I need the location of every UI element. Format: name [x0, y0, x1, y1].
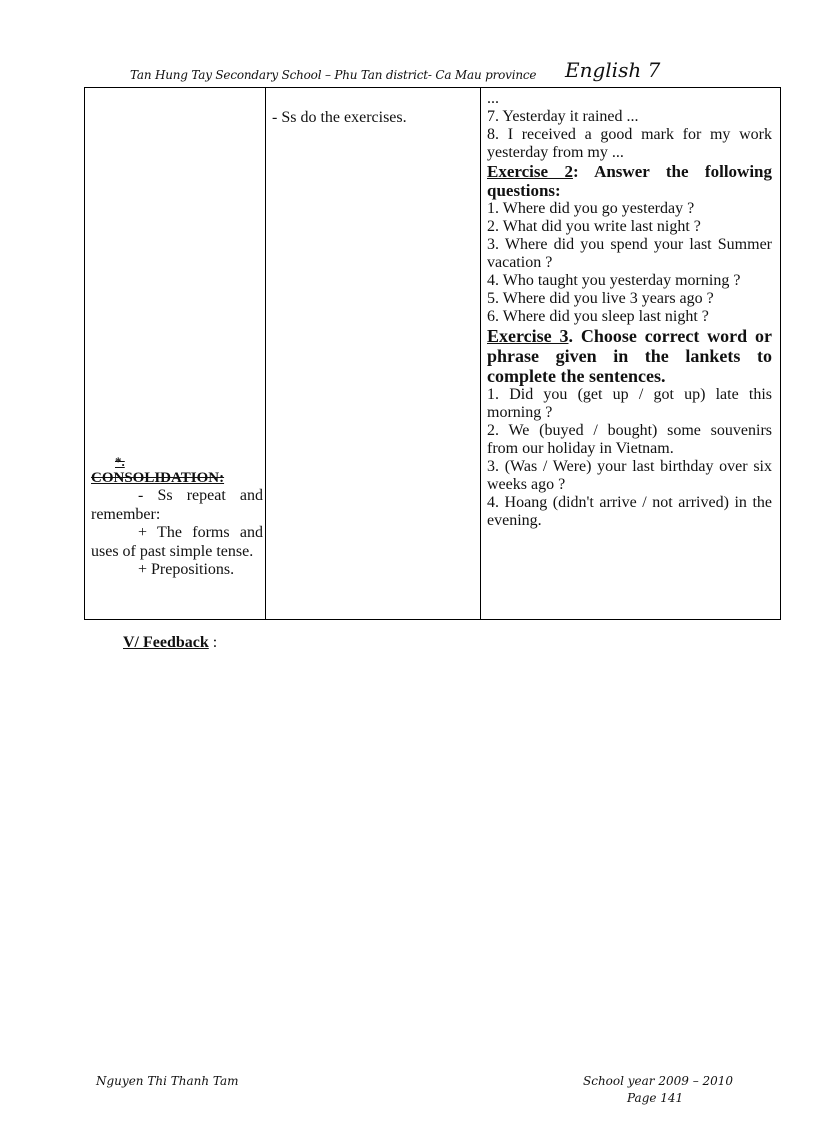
consolidation-line: + Prepositions. — [138, 561, 235, 578]
exercise-2-title — [487, 162, 772, 200]
exercise-3-title-text: . Choose correct word or phrase given in the lankets to complete the sentences. — [487, 326, 772, 386]
exercise-3-item: 2. We (buyed / bought) some souvenirs from our holiday in Vietnam. — [487, 422, 772, 457]
header-school: Tan Hung Tay Secondary School – Phu Tan district- Ca Mau province — [130, 68, 537, 82]
consolidation-line: + The forms and uses of past simple tense. — [91, 524, 263, 560]
feedback-label: V/ Feedback — [123, 634, 209, 651]
footer-author: Nguyen Thi Thanh Tam — [96, 1074, 239, 1088]
consolidation-block — [91, 453, 263, 580]
table-column-students — [266, 88, 481, 619]
lesson-table — [84, 87, 781, 620]
exercise-2-title-text: : Answer the following questions: — [487, 162, 772, 200]
exercise-3-item: 1. Did you (get up / got up) late this morning ? — [487, 386, 772, 421]
header-subject: English 7 — [565, 58, 661, 82]
exercise-2-item: 3. Where did you spend your last Summer vacation ? — [487, 236, 772, 271]
table-column-content — [481, 88, 780, 619]
footer-page-number: Page 141 — [627, 1091, 684, 1105]
exercise-2-item: 2. What did you write last night ? — [487, 218, 701, 235]
exercise-3-title — [487, 326, 772, 386]
continuation-ellipsis: ... — [487, 90, 499, 107]
consolidation-title: CONSOLIDATION: — [91, 470, 225, 486]
exercise-2-item: 4. Who taught you yesterday morning ? — [487, 272, 741, 289]
consolidation-line: - Ss repeat and remember: — [91, 487, 263, 523]
feedback-suffix: : — [208, 634, 218, 651]
exercise-1-item: 7. Yesterday it rained ... — [487, 108, 639, 125]
consolidation-marker: *. — [115, 454, 125, 469]
footer-school-year: School year 2009 – 2010 — [583, 1074, 734, 1088]
exercise-content — [487, 90, 772, 530]
exercise-2-item: 5. Where did you live 3 years ago ? — [487, 290, 714, 307]
exercise-2-item: 6. Where did you sleep last night ? — [487, 308, 709, 325]
exercise-2-item: 1. Where did you go yesterday ? — [487, 200, 695, 217]
feedback-section — [123, 634, 217, 652]
exercise-1-item: 8. I received a good mark for my work yesterday from my ... — [487, 126, 772, 161]
table-column-teacher — [85, 88, 266, 619]
exercise-3-item: 3. (Was / Were) your last birthday over six weeks ago ? — [487, 458, 772, 493]
exercise-3-label: Exercise 3 — [487, 326, 569, 346]
exercise-3-item: 4. Hoang (didn't arrive / not arrived) in the evening. — [487, 494, 772, 529]
student-activity: - Ss do the exercises. — [272, 109, 407, 126]
exercise-2-label: Exercise 2 — [487, 162, 573, 181]
